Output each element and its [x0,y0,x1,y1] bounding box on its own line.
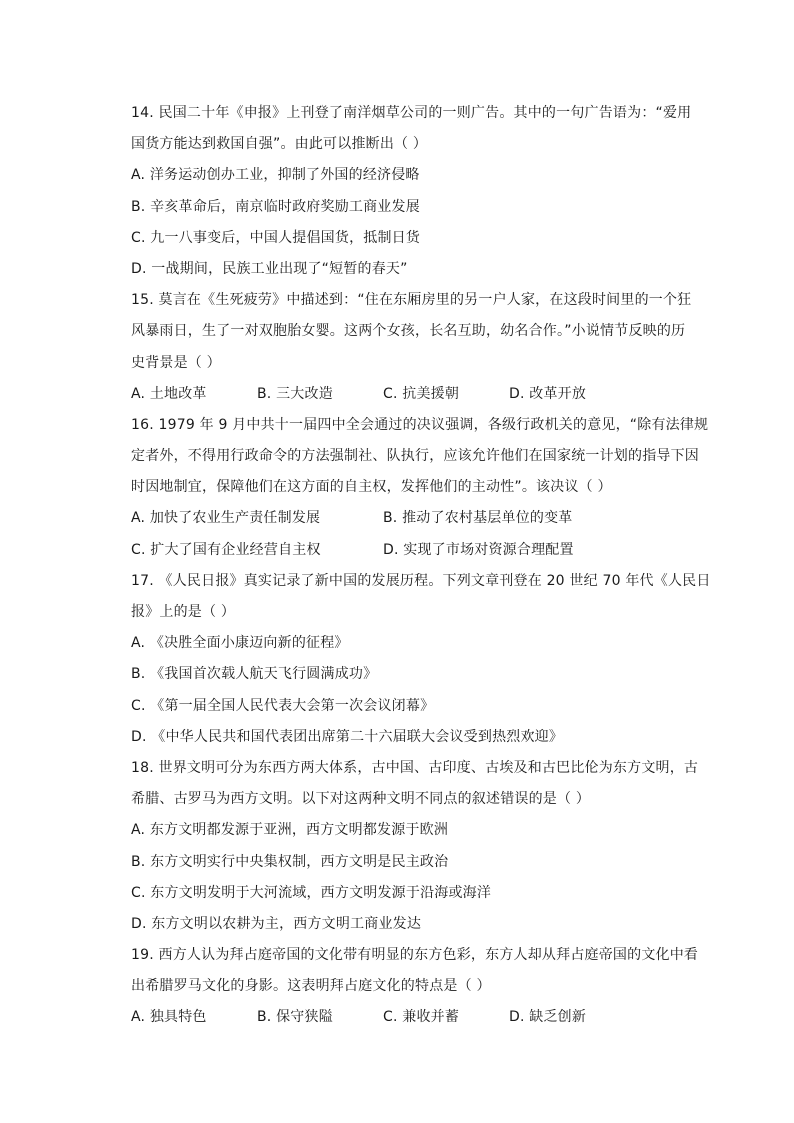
question-14 [131,98,696,285]
question-15 [131,285,696,410]
option-a: A. 土地改革 [131,385,207,402]
question-list [131,98,711,1034]
question-stem-line: 时因地制宜，保障他们在这方面的自主权，发挥他们的主动性”。该决议（ ） [131,479,612,496]
question-18 [131,753,699,940]
option-d: D. 东方文明以农耕为主，西方文明工商业发达 [131,915,422,932]
option-c: C. 抗美援朝 [383,385,460,402]
question-stem-line: 17. 《人民日报》真实记录了新中国的发展历程。下列文章刊登在 20 世纪 70 年代《人民日 [131,572,711,589]
option-d: D. 实现了市场对资源合理配置 [383,541,574,558]
option-a: A. 《决胜全面小康迈向新的征程》 [131,635,349,652]
option-a: A. 加快了农业生产责任制发展 [131,510,321,527]
option-a: A. 东方文明都发源于亚洲，西方文明都发源于欧洲 [131,822,449,839]
question-stem-line: 18. 世界文明可分为东西方两大体系，古中国、古印度、古埃及和古巴比伦为东方文明，古 [131,759,699,776]
option-row [131,379,696,410]
option-b: B. 三大改造 [257,385,333,402]
question-stem-line: 风暴雨日，生了一对双胞胎女婴。这两个女孩，长名互助，幼名合作。”小说情节反映的历 [131,323,686,340]
option-row [131,535,696,566]
question-stem-line: 19. 西方人认为拜占庭帝国的文化带有明显的东方色彩，东方人却从拜占庭帝国的文化中看 [131,947,699,964]
option-b: B. 《我国首次载人航天飞行圆满成功》 [131,666,378,683]
option-b: B. 辛亥革命后，南京临时政府奖励工商业发展 [131,198,420,215]
option-a: A. 洋务运动创办工业，抑制了外国的经济侵略 [131,167,420,184]
question-stem-line: 国货方能达到救国自强”。由此可以推断出（ ） [131,136,428,153]
question-stem-line: 史背景是（ ） [131,354,221,371]
question-stem-line: 出希腊罗马文化的身影。这表明拜占庭文化的特点是（ ） [131,978,491,995]
question-19 [131,940,699,1034]
option-b: B. 东方文明实行中央集权制，西方文明是民主政治 [131,853,449,870]
question-stem-line: 希腊、古罗马为西方文明。以下对这两种文明不同点的叙述错误的是（ ） [131,791,591,808]
option-row [131,1002,696,1033]
option-b: B. 保守狭隘 [257,1009,333,1026]
option-c: C. 《第一届全国人民代表大会第一次会议闭幕》 [131,697,435,714]
question-stem-line: 定者外，不得用行政命令的方法强制社、队执行，应该允许他们在国家统一计划的指导下因 [131,448,699,465]
question-stem-line: 14. 民国二十年《申报》上刊登了南洋烟草公司的一则广告。其中的一句广告语为：“爱用 [131,105,692,121]
option-d: D. 《中华人民共和国代表团出席第二十六届联大会议受到热烈欢迎》 [131,728,564,745]
question-stem-line: 报》上的是（ ） [131,604,236,620]
question-16 [131,410,709,566]
option-c: C. 兼收并蓄 [383,1009,460,1026]
question-stem-line: 16. 1979 年 9 月中共十一届四中全会通过的决议强调，各级行政机关的意见，“除有法律规 [131,416,709,433]
option-c: C. 九一八事变后，中国人提倡国货，抵制日货 [131,229,421,246]
option-c: C. 扩大了国有企业经营自主权 [131,541,321,558]
option-d: D. 一战期间，民族工业出现了“短暂的春天” [131,260,408,277]
question-stem-line: 15. 莫言在《生死疲劳》中描述到：“住在东厢房里的另一户人家，在这段时间里的一个狂 [131,292,692,309]
option-b: B. 推动了农村基层单位的变革 [383,510,573,527]
option-row [131,503,696,534]
option-d: D. 缺乏创新 [509,1009,587,1026]
question-17 [131,566,711,753]
option-a: A. 独具特色 [131,1009,207,1026]
option-d: D. 改革开放 [509,385,587,402]
option-c: C. 东方文明发明于大河流域，西方文明发源于沿海或海洋 [131,884,492,901]
